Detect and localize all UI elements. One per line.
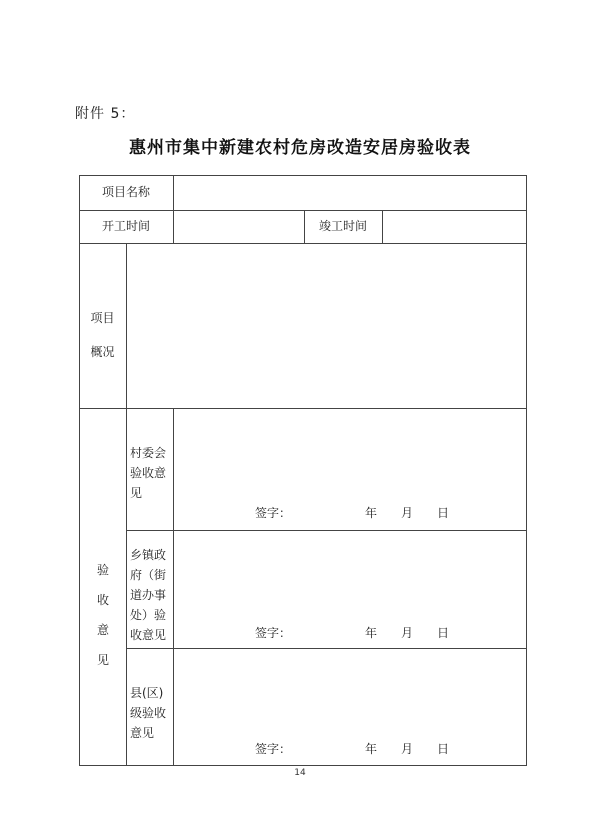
label-line: 意见 [130,726,155,740]
label-line: 府（街 [130,568,167,582]
signature-label: 签字： [255,742,292,756]
day-label: 日 [437,626,450,640]
year-label: 年 [365,506,378,520]
table-col-divider [382,210,383,243]
label-line: 级验收 [130,706,167,720]
acceptance-label-char: 收 [96,593,109,607]
form-title: 惠州市集中新建农村危房改造安居房验收表 [129,138,471,158]
table-col-divider [126,243,127,766]
attachment-label: 附件 5： [75,106,136,122]
month-label: 月 [401,506,414,520]
table-col-divider [173,175,174,243]
label-line: 县(区) [130,686,164,700]
day-label: 日 [437,742,450,756]
label-line: 道办事 [130,588,167,602]
acceptance-label-char: 见 [96,653,109,667]
acceptance-label-char: 验 [96,563,109,577]
project-name-label: 项目名称 [101,185,150,199]
overview-label [79,301,126,369]
table-row-divider [79,210,527,211]
township-government-opinion-label [130,545,172,645]
year-label: 年 [365,626,378,640]
table-border-top [79,175,527,176]
table-row-divider [126,530,527,531]
county-opinion-label [130,683,172,743]
signature-label: 签字： [255,506,292,520]
signature-label: 签字： [255,626,292,640]
label-line: 收意见 [130,628,167,642]
day-label: 日 [437,506,450,520]
month-label: 月 [401,626,414,640]
label-line: 处）验 [130,608,167,622]
table-border-right [526,175,527,766]
label-line: 验收意 [130,466,167,480]
start-time-label: 开工时间 [101,219,150,233]
table-border-left [79,175,80,766]
label-line: 见 [130,486,143,500]
label-line: 乡镇政 [130,548,167,562]
table-border-bottom [79,765,527,766]
overview-label-line: 项目 [90,311,115,325]
acceptance-opinion-label [93,555,113,675]
page-number: 14 [294,768,306,778]
acceptance-label-char: 意 [96,623,109,637]
table-row-divider [79,243,527,244]
table-col-divider [173,408,174,766]
year-label: 年 [365,742,378,756]
table-row-divider [79,408,527,409]
label-line: 村委会 [130,446,167,460]
village-committee-opinion-label [130,443,172,503]
table-row-divider [126,648,527,649]
overview-label-line: 概况 [90,345,115,359]
completion-time-label: 竣工时间 [318,219,367,233]
month-label: 月 [401,742,414,756]
